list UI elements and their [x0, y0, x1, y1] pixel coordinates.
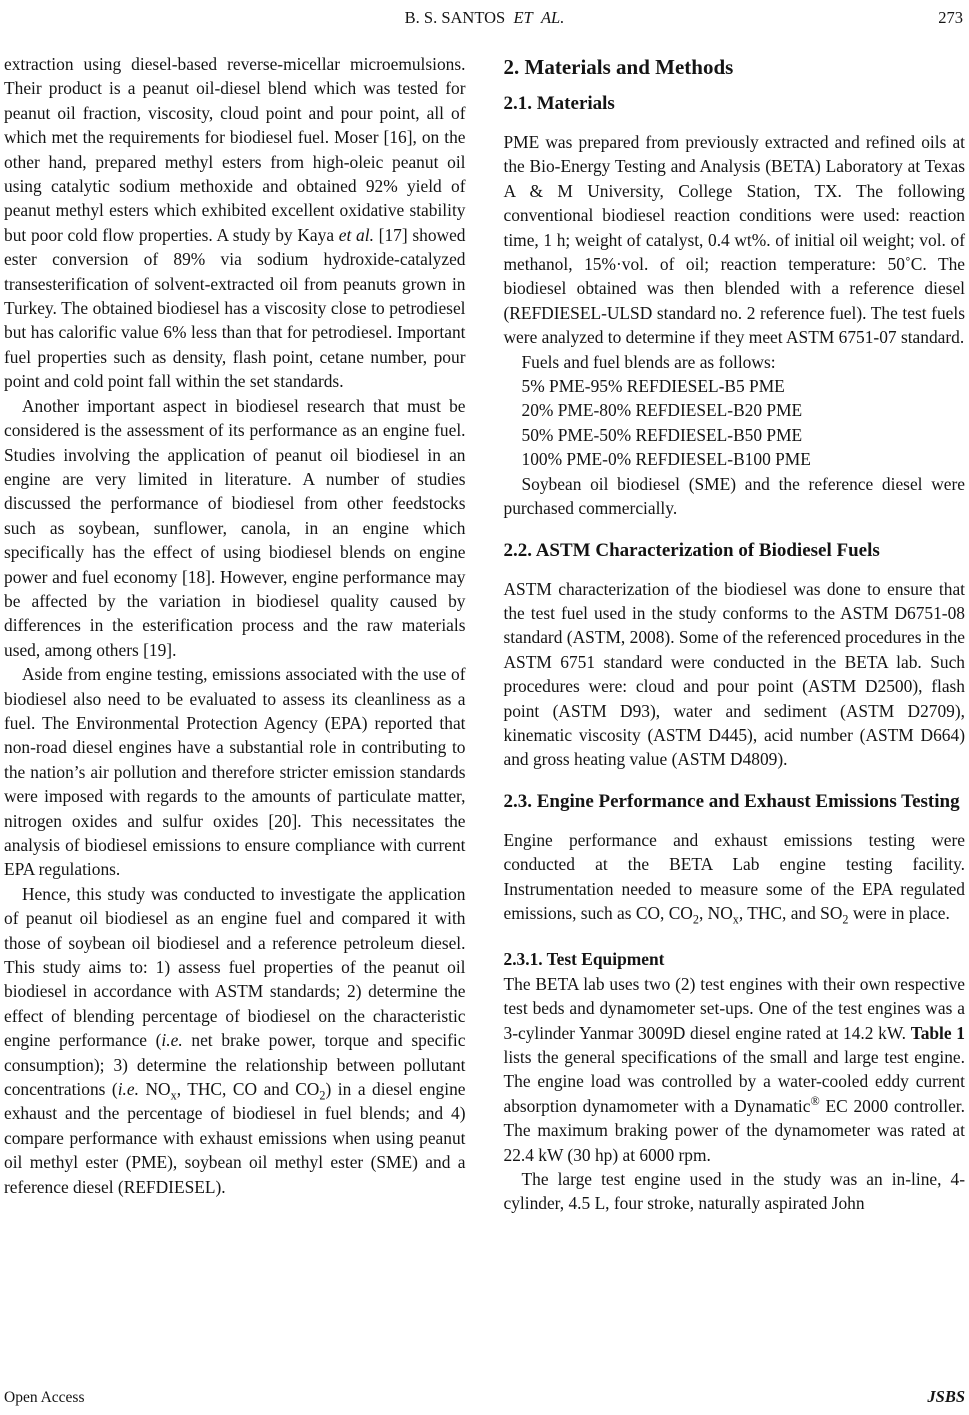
page-footer	[4, 1387, 965, 1407]
paragraph-study-aims: Hence, this study was conducted to investigate the application of peanut oil biodiesel as an engine fuel and compared it with those of soybean oil biodiesel and a reference petroleum diesel. This study aims to: 1) assess fuel properties of the peanut oil biodiesel in accordance with ASTM standards; 2) determine the effect of blending percentage of biodiesel on the characteristic engine performance (i.e. net brake power, torque and specific consumption); 3) determine the relationship between pollutant concentrations (i.e. $NO_x$, THC, CO and $CO_2$) in a diesel engine exhaust and the percentage of biodiesel in fuel blends; and 4) compare performance with exhaust emissions when using peanut oil methyl ester (PME), soybean oil methyl ester (SME) and a reference diesel (REFDIESEL).	[4, 883, 466, 1197]
fuel-blend-item-b20: 20% PME-80% REFDIESEL-B20 PME	[521, 400, 803, 421]
paragraph-pme-preparation: PME was prepared from previously extracted and refined oils at the Bio-Energy Testing and Analysis (BETA) Laboratory at Texas A & M University, College Station, TX. The following conventional biodiesel reaction conditions were used: reaction time, 1 h; weight of catalyst, 0.4 wt%. of initial oil weight; vol. of methanol, 15%·vol. of oil; reaction temperature: 50˚C. The biodiesel obtained was then blended with a reference diesel (REFDIESEL-ULSD standard no. 2 reference fuel). The test fuels were analyzed to determine if they meet ASTM 6751-07 standard.	[503, 132, 965, 348]
subsubsection-heading-test-equipment: 2.3.1. Test Equipment	[503, 949, 665, 970]
fuel-blend-item-b50: 50% PME-50% REFDIESEL-B50 PME	[521, 424, 803, 445]
fuel-list-intro: Fuels and fuel blends are as follows:	[521, 351, 776, 372]
page-number: 273	[938, 8, 963, 27]
paragraph-astm-characterization: ASTM characterization of the biodiesel was done to ensure that the test fuel used in the study conforms to the ASTM D6751-08 standard (ASTM, 2008). Some of the referenced procedures in the ASTM 6751 standard were conducted in the BETA lab. Such procedures were: cloud and pour point (ASTM D2500), flash point (ASTM D93), water and sediment (ASTM D2709), kinematic viscosity (ASTM D445), acid number (ASTM D664) and gross heating value (ASTM D4809).	[503, 578, 965, 770]
fuel-blend-item-b5: 5% PME-95% REFDIESEL-B5 PME	[521, 376, 785, 397]
section-heading-materials-and-methods: 2. Materials and Methods	[503, 55, 734, 79]
journal-abbreviation: JSBS	[927, 1387, 965, 1406]
subsection-heading-engine-performance-testing: 2.3. Engine Performance and Exhaust Emissions Testing	[503, 790, 960, 812]
paragraph-engine-performance-aspect: Another important aspect in biodiesel research that must be considered is the assessment of its performance as an engine fuel. Studies involving the application of peanut oil biodiesel in an engine are very limited in literature. A number of studies discussed the performance of biodiesel from other feedstocks such as soybean, sunflower, canola, in an engine which specifically has the effect of using biodiesel blends on engine power and fuel economy [18]. However, engine performance may be affected by the variation in biodiesel quality caused by differences in the esterification process and the raw materials used, among others [19].	[4, 395, 466, 660]
left-column	[4, 52, 466, 1216]
paragraph-emissions-epa: Aside from engine testing, emissions associated with the use of biodiesel also need to be evaluated to assess its cleanliness as a fuel. The Environmental Protection Agency (EPA) reported that non-road diesel engines have a substantial role in contributing to the nation’s air pollution and therefore stricter emission standards were imposed with regards to the amounts of particulate matter, nitrogen oxides and sulfur oxides [20]. This necessitates the analysis of biodiesel emissions to ensure compliance with current EPA regulations.	[4, 664, 466, 880]
right-column	[504, 52, 966, 1216]
paragraph-test-engines: The BETA lab uses two (2) test engines with their own respective test beds and dynamometer set-ups. One of the test engines was a 3-cylinder Yanmar 3009D diesel engine rated at 14.2 kW. Table 1 lists the general specifications of the small and large test engine. The engine load was controlled by a water-cooled eddy current absorption dynamometer with a Dynamatic® EC 2000 controller. The maximum braking power of the dynamometer was rated at 22.4 kW (30 hp) at 6000 rpm.	[503, 973, 965, 1165]
two-column-layout	[4, 52, 965, 1216]
fuel-blend-item-b100: 100% PME-0% REFDIESEL-B100 PME	[521, 449, 811, 470]
paragraph-large-test-engine: The large test engine used in the study was an in-line, 4-cylinder, 4.5 L, four stroke, naturally aspirated John	[503, 1169, 965, 1214]
paragraph-engine-testing-facility: Engine performance and exhaust emissions testing were conducted at the BETA Lab engine testing facility. Instrumentation needed to measure some of the EPA regulated emissions, such as CO, $CO_2$, $NO_x$, THC, and $SO_2$ were in place.	[503, 829, 965, 927]
running-head-author: B. S. SANTOS ET AL.	[404, 8, 565, 27]
open-access-label: Open Access	[4, 1389, 85, 1406]
page-header	[4, 8, 965, 36]
subsection-heading-astm-characterization: 2.2. ASTM Characterization of Biodiesel Fuels	[503, 539, 880, 561]
paragraph-soybean-purchased: Soybean oil biodiesel (SME) and the reference diesel were purchased commercially.	[503, 473, 965, 519]
subsection-heading-materials: 2.1. Materials	[503, 93, 615, 114]
fuel-blend-list	[504, 350, 966, 472]
paragraph-introduction-continued: extraction using diesel-based reverse-micellar microemulsions. Their product is a peanut oil-diesel blend which was tested for peanut oil fraction, viscosity, cloud point and pour point, all of which met the requirements for biodiesel fuel. Moser [16], on the other hand, prepared methyl esters from high-oleic peanut oil using catalytic sodium methoxide and obtained 92% yield of peanut methyl esters which exhibited excellent oxidative stability but poor cold flow properties. A study by Kaya et al. [17] showed ester conversion of 89% via sodium hydroxide-catalyzed transesterification of solvent-extracted oil from peanuts grown in Turkey. The obtained biodiesel has a viscosity close to petrodiesel but has calorific value 6% less than that for petrodiesel. Important fuel properties such as density, flash point, cetane number, pour point and cold point fall within the set standards.	[4, 54, 466, 392]
